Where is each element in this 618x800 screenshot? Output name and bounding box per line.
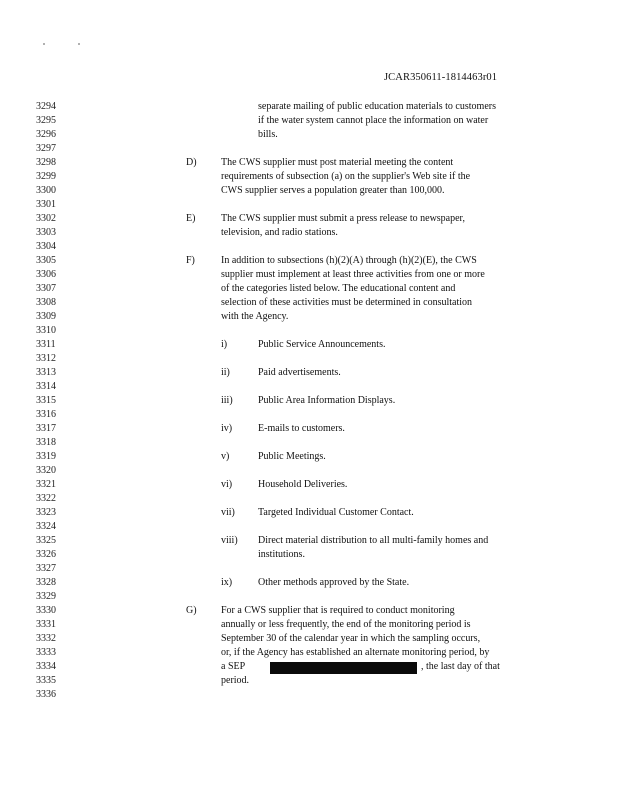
subitem-marker: v) xyxy=(221,451,230,462)
text-line: annually or less frequently, the end of the monitoring period is xyxy=(221,619,471,630)
line-number: 3300 xyxy=(36,185,56,196)
line-number: 3296 xyxy=(36,129,56,140)
document-id: JCAR350611-1814463r01 xyxy=(384,72,498,83)
text-line: separate mailing of public education materials to customers xyxy=(258,101,496,112)
line-number: 3310 xyxy=(36,325,56,336)
subitem-marker: ii) xyxy=(221,367,230,378)
line-number: 3294 xyxy=(36,101,56,112)
line-number: 3326 xyxy=(36,549,56,560)
line-number: 3311 xyxy=(36,339,56,350)
line-number: 3325 xyxy=(36,535,56,546)
line-number: 3307 xyxy=(36,283,56,294)
text-line: supplier must implement at least three activities from one or more xyxy=(221,269,485,280)
line-number: 3313 xyxy=(36,367,56,378)
scan-speck xyxy=(78,43,80,45)
subitem-text: Direct material distribution to all multi-family homes and xyxy=(258,535,489,546)
subitem-text: Household Deliveries. xyxy=(258,479,348,490)
line-number: 3330 xyxy=(36,605,56,616)
item-marker: E) xyxy=(186,213,196,224)
text-line: requirements of subsection (a) on the supplier's Web site if the xyxy=(221,171,471,182)
subitem-text: Paid advertisements. xyxy=(258,367,341,378)
line-number: 3306 xyxy=(36,269,56,280)
line-number: 3335 xyxy=(36,675,56,686)
line-number: 3318 xyxy=(36,437,56,448)
line-number: 3331 xyxy=(36,619,56,630)
subitem-marker: vii) xyxy=(221,507,235,518)
subitem-marker: iv) xyxy=(221,423,233,434)
line-number: 3302 xyxy=(36,213,56,224)
line-number: 3332 xyxy=(36,633,56,644)
line-number: 3317 xyxy=(36,423,56,434)
line-number: 3329 xyxy=(36,591,56,602)
item-marker: G) xyxy=(186,605,197,616)
line-number: 3321 xyxy=(36,479,56,490)
text-line: selection of these activities must be determined in consultation xyxy=(221,297,473,308)
line-number: 3324 xyxy=(36,521,56,532)
text-line: television, and radio stations. xyxy=(221,227,338,238)
line-number: 3303 xyxy=(36,227,56,238)
subitem-text: Other methods approved by the State. xyxy=(258,577,410,588)
line-number: 3298 xyxy=(36,157,56,168)
line-number: 3297 xyxy=(36,143,56,154)
line-number: 3327 xyxy=(36,563,56,574)
redaction-bar xyxy=(270,662,417,674)
line-number: 3320 xyxy=(36,465,56,476)
line-number: 3312 xyxy=(36,353,56,364)
text-line: The CWS supplier must post material meeting the content xyxy=(221,157,454,168)
subitem-text: Public Area Information Displays. xyxy=(258,395,396,406)
text-line: For a CWS supplier that is required to conduct monitoring xyxy=(221,605,455,616)
text-line: , the last day of that xyxy=(421,661,500,672)
subitem-marker: vi) xyxy=(221,479,233,490)
line-number: 3316 xyxy=(36,409,56,420)
text-line: In addition to subsections (h)(2)(A) through (h)(2)(E), the CWS xyxy=(221,255,477,266)
text-line: bills. xyxy=(258,129,278,140)
line-number: 3322 xyxy=(36,493,56,504)
line-number: 3319 xyxy=(36,451,56,462)
text-line: The CWS supplier must submit a press release to newspaper, xyxy=(221,213,465,224)
subitem-marker: viii) xyxy=(221,535,238,546)
line-number: 3308 xyxy=(36,297,56,308)
subitem-text: institutions. xyxy=(258,549,305,560)
text-line: or, if the Agency has established an alternate monitoring period, by xyxy=(221,647,490,658)
subitem-text: Targeted Individual Customer Contact. xyxy=(258,507,414,518)
subitem-text: Public Meetings. xyxy=(258,451,326,462)
line-number: 3336 xyxy=(36,689,56,700)
item-marker: D) xyxy=(186,157,197,168)
item-marker: F) xyxy=(186,255,195,266)
line-number: 3328 xyxy=(36,577,56,588)
line-number: 3333 xyxy=(36,647,56,658)
scan-speck xyxy=(43,43,45,45)
line-number: 3323 xyxy=(36,507,56,518)
subitem-text: E-mails to customers. xyxy=(258,423,345,434)
text-line: if the water system cannot place the information on water xyxy=(258,115,489,126)
line-number: 3299 xyxy=(36,171,56,182)
line-number: 3301 xyxy=(36,199,56,210)
text-line: with the Agency. xyxy=(221,311,289,322)
line-number: 3304 xyxy=(36,241,56,252)
text-line: CWS supplier serves a population greater than 100,000. xyxy=(221,185,445,196)
text-line: September 30 of the calendar year in which the sampling occurs, xyxy=(221,633,481,644)
text-line: a SEP xyxy=(221,661,246,672)
subitem-marker: ix) xyxy=(221,577,233,588)
line-number: 3315 xyxy=(36,395,56,406)
line-number: 3309 xyxy=(36,311,56,322)
line-number: 3314 xyxy=(36,381,56,392)
line-number: 3334 xyxy=(36,661,56,672)
subitem-text: Public Service Announcements. xyxy=(258,339,386,350)
line-number: 3295 xyxy=(36,115,56,126)
text-line: period. xyxy=(221,675,250,686)
text-line: of the categories listed below. The educational content and xyxy=(221,283,456,294)
line-number: 3305 xyxy=(36,255,56,266)
subitem-marker: i) xyxy=(221,339,228,350)
subitem-marker: iii) xyxy=(221,395,233,406)
